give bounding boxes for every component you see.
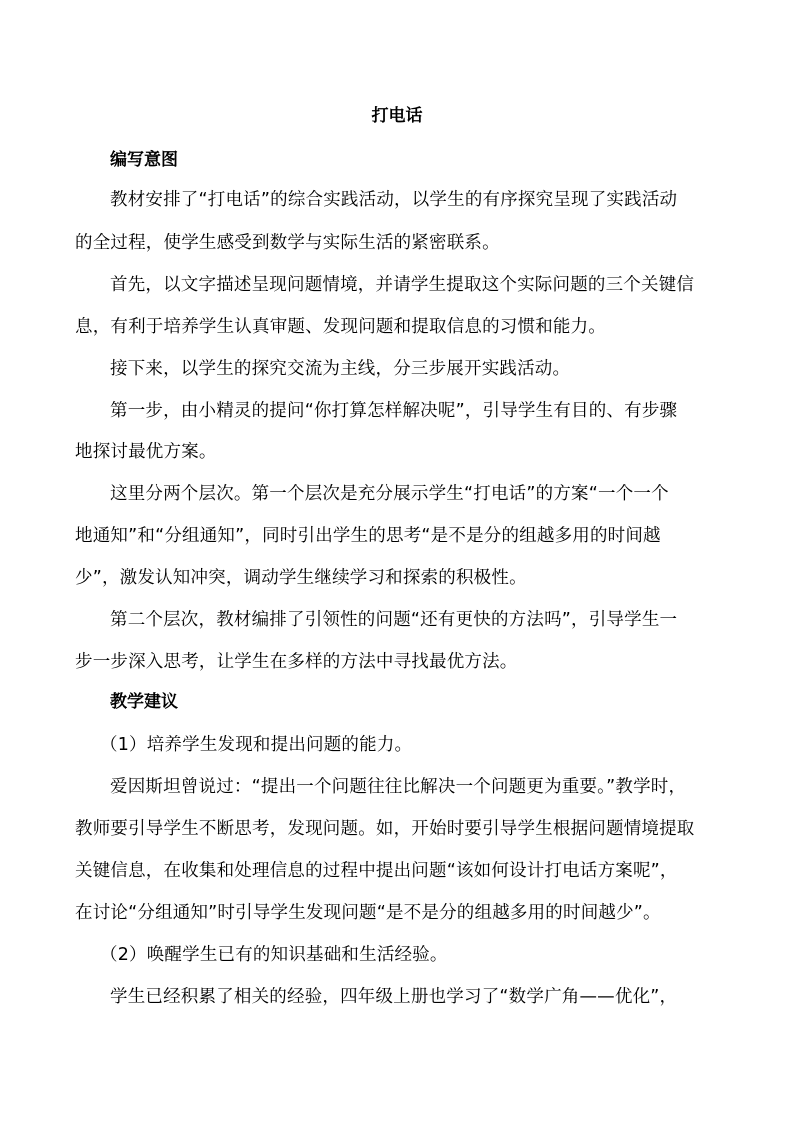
paragraph-line: 爱因斯坦曾说过：“提出一个问题往往比解决一个问题更为重要。”教学时， (110, 777, 687, 797)
paragraph-line: 地探讨最优方案。 (75, 442, 217, 462)
paragraph-line: 地通知”和“分组通知”，同时引出学生的思考“是不是分的组越多用的时间越 (75, 526, 661, 546)
paragraph-line: 息，有利于培养学生认真审题、发现问题和提取信息的习惯和能力。 (75, 317, 606, 337)
paragraph-line: 关键信息，在收集和处理信息的过程中提出问题“该如何设计打电话方案呢”， (75, 861, 678, 881)
paragraph-line: 步一步深入思考，让学生在多样的方法中寻找最优方法。 (75, 652, 518, 672)
paragraph-line: 少”，激发认知冲突，调动学生继续学习和探索的积极性。 (75, 568, 527, 588)
paragraph-line: 教师要引导学生不断思考，发现问题。如，开始时要引导学生根据问题情境提取 (75, 819, 695, 839)
paragraph-line: （2）唤醒学生已有的知识基础和生活经验。 (100, 945, 448, 965)
paragraph-line: 学生已经积累了相关的经验，四年级上册也学习了“数学广角——优化”， (110, 987, 678, 1007)
paragraph-line: 首先，以文字描述呈现问题情境，并请学生提取这个实际问题的三个关键信 (110, 275, 695, 295)
paragraph-line: 教材安排了“打电话”的综合实践活动，以学生的有序探究呈现了实践活动 (110, 190, 678, 210)
section-heading-teaching-suggestions: 教学建议 (110, 692, 178, 712)
paragraph-line: 的全过程，使学生感受到数学与实际生活的紧密联系。 (75, 233, 500, 253)
section-heading-writing-intent: 编写意图 (110, 150, 178, 170)
paragraph-line: （1）培养学生发现和提出问题的能力。 (100, 735, 413, 755)
paragraph-line: 接下来，以学生的探究交流为主线，分三步展开实践活动。 (110, 359, 571, 379)
document-title: 打电话 (371, 106, 423, 126)
paragraph-line: 第二个层次，教材编排了引领性的问题“还有更快的方法吗”，引导学生一 (110, 610, 678, 630)
paragraph-line: 在讨论“分组通知”时引导学生发现问题“是不是分的组越多用的时间越少”。 (75, 903, 661, 923)
paragraph-line: 这里分两个层次。第一个层次是充分展示学生“打电话”的方案“一个一个 (110, 484, 669, 504)
paragraph-line: 第一步，由小精灵的提问“你打算怎样解决呢”，引导学生有目的、有步骤 (110, 401, 678, 421)
